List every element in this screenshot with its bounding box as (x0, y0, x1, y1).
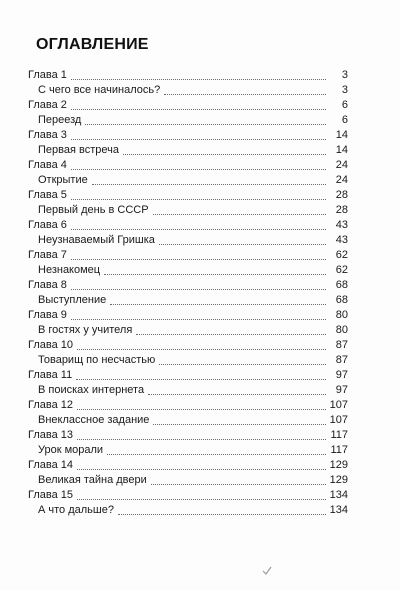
toc-entry-label: Первый день в СССР (38, 204, 149, 216)
toc-entry-label: Глава 15 (28, 489, 74, 501)
toc-page-number: 117 (330, 444, 348, 456)
toc-section-entry[interactable] (28, 83, 348, 98)
toc-entry-label: Товарищ по несчастью (38, 354, 156, 366)
toc-page-number: 24 (335, 159, 348, 171)
dot-leader (71, 138, 326, 140)
toc-section-entry[interactable] (28, 353, 348, 368)
dot-leader (104, 273, 326, 275)
toc-entry-label: Глава 5 (28, 189, 67, 201)
dot-leader (118, 513, 326, 515)
toc-chapter-entry[interactable] (28, 218, 348, 233)
dot-leader (77, 468, 326, 470)
toc-section-entry[interactable] (28, 473, 348, 488)
toc-entry-label: Великая тайна двери (38, 474, 147, 486)
toc-entry-label: Открытие (38, 174, 88, 186)
toc-entry-label: Глава 10 (28, 339, 74, 351)
toc-section-entry[interactable] (28, 263, 348, 278)
toc-page-number: 97 (335, 369, 348, 381)
toc-section-entry[interactable] (28, 113, 348, 128)
toc-page-number: 68 (335, 279, 348, 291)
toc-page-number: 43 (335, 219, 348, 231)
page-title: ОГЛАВЛЕНИЕ (36, 36, 149, 53)
dot-leader (151, 483, 326, 485)
toc-page-number: 28 (335, 189, 348, 201)
toc-chapter-entry[interactable] (28, 128, 348, 143)
toc-page-number: 14 (335, 129, 348, 141)
dot-leader (110, 303, 326, 305)
dot-leader (92, 183, 326, 185)
toc-page-number: 107 (329, 399, 348, 411)
dot-leader (71, 198, 326, 200)
toc-page-number: 6 (341, 114, 348, 126)
toc-entry-label: Переезд (38, 114, 82, 126)
dot-leader (148, 393, 326, 395)
toc-page-number: 129 (329, 459, 348, 471)
dot-leader (71, 78, 326, 80)
toc-page-number: 6 (341, 99, 348, 111)
dot-leader (85, 123, 326, 125)
dot-leader (71, 168, 326, 170)
toc-entry-label: С чего все начиналось? (38, 84, 161, 96)
dot-leader (71, 228, 326, 230)
toc-page-number: 97 (335, 384, 348, 396)
toc-entry-label: Глава 13 (28, 429, 74, 441)
toc-page-number: 62 (335, 249, 348, 261)
toc-page-number: 3 (341, 69, 348, 81)
toc-entry-label: Выступление (38, 294, 107, 306)
toc-page-number: 3 (341, 84, 348, 96)
dot-leader (136, 333, 326, 335)
toc-page-number: 87 (335, 354, 348, 366)
toc-chapter-entry[interactable] (28, 338, 348, 353)
toc-page-number: 80 (335, 309, 348, 321)
toc-entry-label: Глава 11 (28, 369, 73, 381)
toc-entry-label: Незнакомец (38, 264, 101, 276)
toc-entry-label: Неузнаваемый Гришка (38, 234, 155, 246)
toc-page-number: 62 (335, 264, 348, 276)
toc-chapter-entry[interactable] (28, 248, 348, 263)
toc-section-entry[interactable] (28, 413, 348, 428)
dot-leader (76, 378, 326, 380)
dot-leader (164, 93, 326, 95)
toc-page-number: 43 (335, 234, 348, 246)
toc-entry-label: Глава 14 (28, 459, 74, 471)
dot-leader (153, 213, 326, 215)
toc-section-entry[interactable] (28, 293, 348, 308)
toc-entry-label: А что дальше? (38, 504, 114, 516)
toc-entry-label: В гостях у учителя (38, 324, 133, 336)
toc-entry-label: Глава 12 (28, 399, 74, 411)
dot-leader (71, 318, 326, 320)
toc-section-entry[interactable] (28, 383, 348, 398)
dot-leader (77, 348, 326, 350)
toc-page-number: 68 (335, 294, 348, 306)
toc-chapter-entry[interactable] (28, 428, 348, 443)
toc-entry-label: Глава 2 (28, 99, 67, 111)
toc-page-number: 28 (335, 204, 348, 216)
dot-leader (77, 438, 326, 440)
toc-chapter-entry[interactable] (28, 98, 348, 113)
dot-leader (71, 108, 326, 110)
dot-leader (159, 363, 326, 365)
toc-chapter-entry[interactable] (28, 458, 348, 473)
toc-page-number: 134 (329, 489, 348, 501)
toc-chapter-entry[interactable] (28, 158, 348, 173)
toc-entry-label: Глава 8 (28, 279, 67, 291)
toc-page-number: 80 (335, 324, 348, 336)
dot-leader (123, 153, 326, 155)
toc-section-entry[interactable] (28, 503, 348, 518)
toc-page-number: 129 (329, 474, 348, 486)
dot-leader (77, 408, 326, 410)
dot-leader (107, 453, 326, 455)
toc-page-number: 87 (335, 339, 348, 351)
dot-leader (71, 288, 326, 290)
toc-section-entry[interactable] (28, 323, 348, 338)
toc-section-entry[interactable] (28, 443, 348, 458)
toc-page-number: 117 (330, 429, 348, 441)
toc-page-number: 134 (329, 504, 348, 516)
dot-leader (159, 243, 326, 245)
toc-entry-label: Глава 4 (28, 159, 67, 171)
toc-section-entry[interactable] (28, 173, 348, 188)
toc-entry-label: Глава 1 (28, 69, 67, 81)
toc-page-number: 24 (335, 174, 348, 186)
toc-chapter-entry[interactable] (28, 488, 348, 503)
dot-leader (71, 258, 326, 260)
toc-chapter-entry[interactable] (28, 188, 348, 203)
toc-section-entry[interactable] (28, 233, 348, 248)
toc-section-entry[interactable] (28, 203, 348, 218)
toc-chapter-entry[interactable] (28, 398, 348, 413)
table-of-contents (28, 68, 348, 518)
toc-chapter-entry[interactable] (28, 68, 348, 83)
toc-section-entry[interactable] (28, 143, 348, 158)
toc-entry-label: Глава 6 (28, 219, 67, 231)
toc-entry-label: Глава 9 (28, 309, 67, 321)
toc-entry-label: Глава 7 (28, 249, 67, 261)
toc-entry-label: Внеклассное задание (38, 414, 150, 426)
dot-leader (153, 423, 325, 425)
checkmark-icon (262, 566, 272, 576)
toc-entry-label: Глава 3 (28, 129, 67, 141)
toc-chapter-entry[interactable] (28, 368, 348, 383)
toc-entry-label: Первая встреча (38, 144, 119, 156)
toc-chapter-entry[interactable] (28, 278, 348, 293)
toc-entry-label: Урок морали (38, 444, 104, 456)
toc-page-number: 14 (335, 144, 348, 156)
toc-page-number: 107 (329, 414, 348, 426)
dot-leader (77, 498, 326, 500)
toc-entry-label: В поисках интернета (38, 384, 145, 396)
toc-chapter-entry[interactable] (28, 308, 348, 323)
